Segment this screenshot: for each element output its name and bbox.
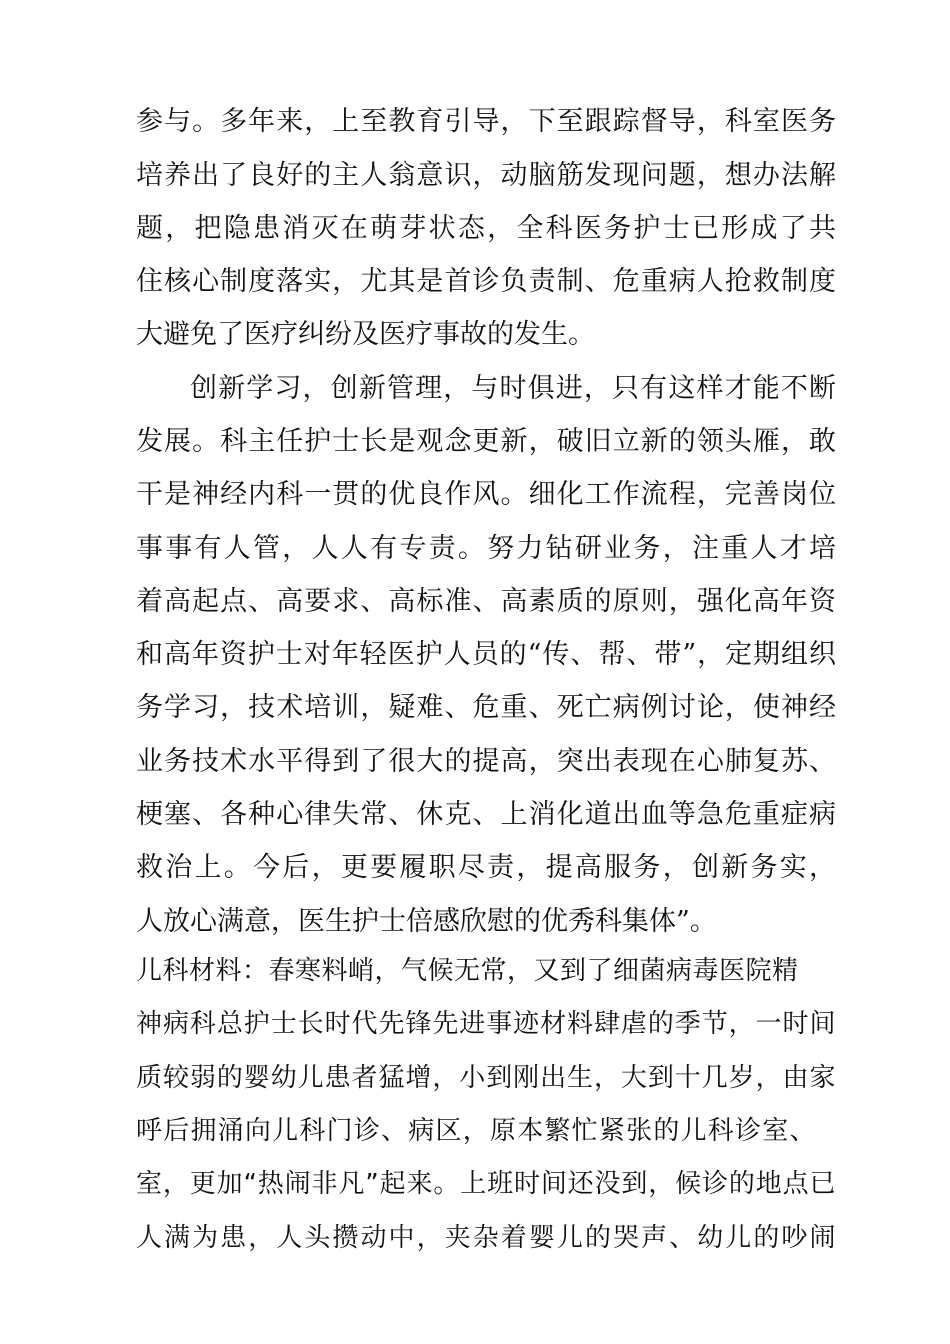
paragraph-3-line-1: 儿科材料：春寒料峭，气候无常，又到了细菌病毒医院精	[136, 956, 799, 986]
paragraph-1-line-5: 大避免了医疗纠纷及医疗事故的发生。	[136, 319, 595, 350]
paragraph-2-line-11: 人放心满意，医生护士倍感欣慰的优秀科集体”。	[136, 906, 717, 937]
paragraph-2-line-8: 业务技术水平得到了很大的提高，突出表现在心肺复苏、	[136, 746, 836, 777]
paragraph-2-line-1: 创新学习，创新管理，与时俱进，只有这样才能不断	[190, 373, 836, 404]
paragraph-2-line-10: 救治上。今后，更要履职尽责，提高服务，创新务实，	[136, 852, 836, 883]
paragraph-1-line-3: 题，把隐患消灭在萌芽状态，全科医务护士已形成了共	[136, 213, 836, 244]
paragraph-2-line-3: 干是神经内科一贯的优良作风。细化工作流程，完善岗位	[136, 479, 836, 510]
paragraph-3-line-6: 人满为患，人头攒动中，夹杂着婴儿的哭声、幼儿的吵闹	[136, 1223, 836, 1253]
paragraph-3-line-2: 神病科总护士长时代先锋先进事迹材料肆虐的季节，一时间	[136, 1009, 836, 1039]
paragraph-2-line-4: 事事有人管，人人有专责。努力钻研业务，注重人才培	[136, 533, 836, 564]
paragraph-2-line-7: 务学习，技术培训，疑难、危重、死亡病例讨论，使神经	[136, 692, 836, 723]
paragraph-3-line-5: 室，更加“热闹非凡”起来。上班时间还没到，候诊的地点已	[136, 1169, 836, 1199]
paragraph-2-line-9: 梗塞、各种心律失常、休克、上消化道出血等急危重症病	[136, 799, 836, 830]
paragraph-3-line-4: 呼后拥涌向儿科门诊、病区，原本繁忙紧张的儿科诊室、	[136, 1116, 816, 1146]
paragraph-2-line-5: 着高起点、高要求、高标准、高素质的原则，强化高年资	[136, 586, 836, 617]
paragraph-3-line-3: 质较弱的婴幼儿患者猛增，小到刚出生，大到十几岁，由家	[136, 1063, 836, 1093]
paragraph-2-line-6: 和高年资护士对年轻医护人员的“传、帮、带”，定期组织	[136, 639, 836, 670]
paragraph-2-line-2: 发展。科主任护士长是观念更新，破旧立新的领头雁，敢	[136, 426, 836, 457]
paragraph-1-line-4: 住核心制度落实，尤其是首诊负责制、危重病人抢救制度	[136, 266, 836, 297]
paragraph-1-line-2: 培养出了良好的主人翁意识，动脑筋发现问题，想办法解	[136, 160, 836, 191]
paragraph-1-line-1: 参与。多年来，上至教育引导，下至跟踪督导，科室医务	[136, 106, 836, 137]
